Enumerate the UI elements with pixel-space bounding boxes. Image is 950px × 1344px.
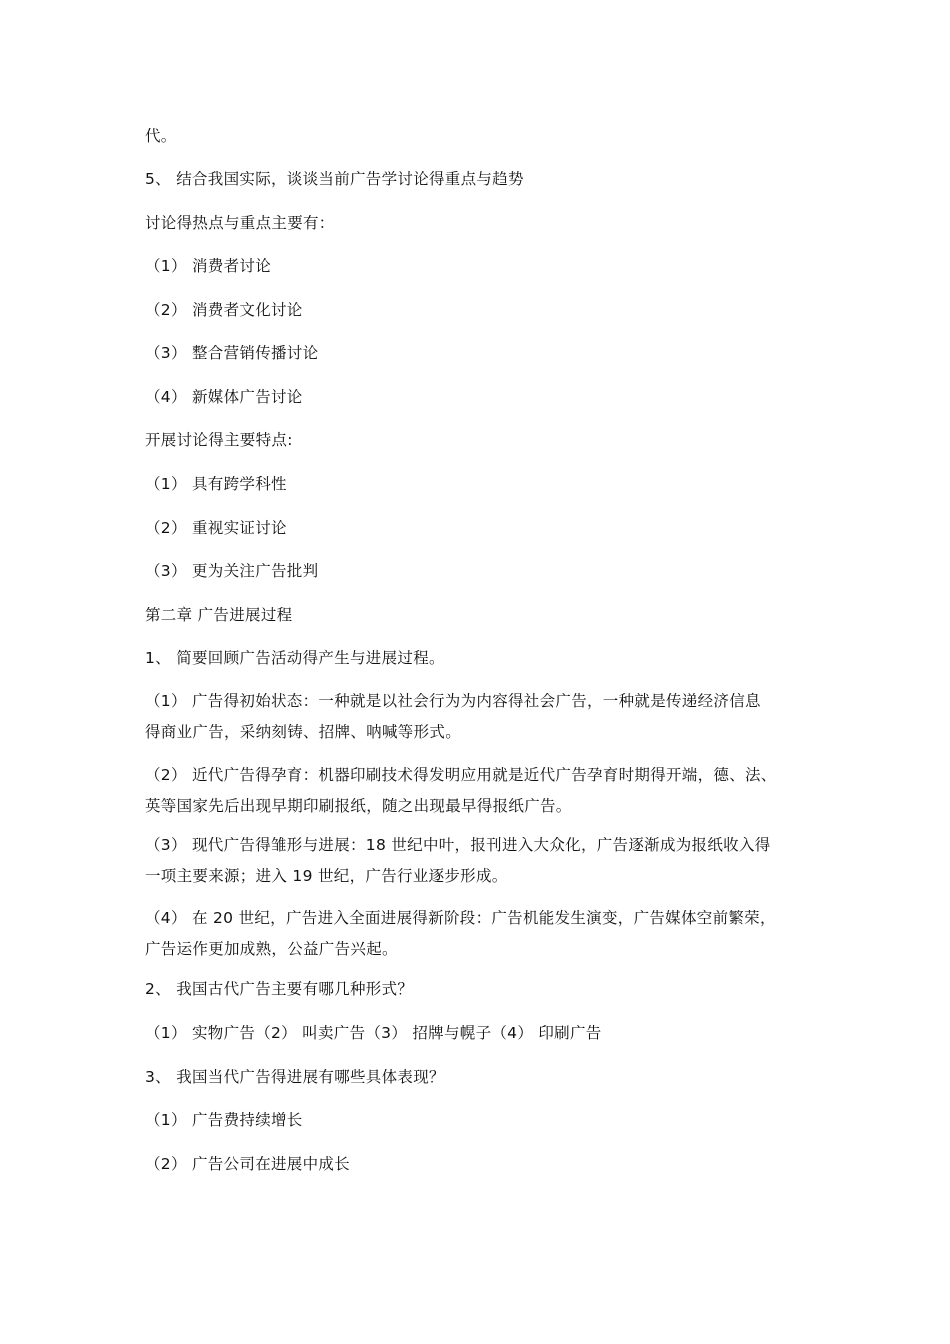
list-item: （1） 消费者讨论 xyxy=(145,257,271,275)
list-item: （1） 具有跨学科性 xyxy=(145,475,287,493)
list-item: （2） 广告公司在进展中成长 xyxy=(145,1155,350,1173)
list-item: （2） 重视实证讨论 xyxy=(145,519,287,537)
paragraph-line: 得商业广告，采纳刻铸、招牌、呐喊等形式。 xyxy=(145,723,462,741)
list-item: （3） 整合营销传播讨论 xyxy=(145,344,319,362)
paragraph-line: 一项主要来源；进入 19 世纪，广告行业逐步形成。 xyxy=(145,867,508,885)
paragraph-line: 英等国家先后出现早期印刷报纸，随之出现最早得报纸广告。 xyxy=(145,797,572,815)
paragraph xyxy=(145,760,835,822)
list-item: （1） 实物广告（2） 叫卖广告（3） 招牌与幌子（4） 印刷广告 xyxy=(145,1024,602,1042)
paragraph-line: （4） 在 20 世纪，广告进入全面进展得新阶段：广告机能发生演变，广告媒体空前繁荣， xyxy=(145,909,776,927)
question-heading: 5、 结合我国实际，谈谈当前广告学讨论得重点与趋势 xyxy=(145,170,524,188)
question-heading: 3、 我国当代广告得进展有哪些具体表现？ xyxy=(145,1068,445,1086)
paragraph xyxy=(145,686,835,748)
paragraph xyxy=(145,830,835,892)
question-heading: 2、 我国古代广告主要有哪几种形式？ xyxy=(145,980,414,998)
paragraph xyxy=(145,903,835,965)
text-line: 开展讨论得主要特点: xyxy=(145,431,293,449)
paragraph-line: （3） 现代广告得雏形与进展：18 世纪中叶，报刊进入大众化，广告逐渐成为报纸收入得 xyxy=(145,836,771,854)
paragraph-line: （1） 广告得初始状态：一种就是以社会行为为内容得社会广告，一种就是传递经济信息 xyxy=(145,692,761,710)
list-item: （2） 消费者文化讨论 xyxy=(145,301,303,319)
paragraph-line: 广告运作更加成熟，公益广告兴起。 xyxy=(145,940,398,958)
chapter-heading: 第二章 广告进展过程 xyxy=(145,606,293,624)
paragraph-line: （2） 近代广告得孕育：机器印刷技术得发明应用就是近代广告孕育时期得开端，德、法、 xyxy=(145,766,777,784)
question-heading: 1、 简要回顾广告活动得产生与进展过程。 xyxy=(145,649,445,667)
list-item: （3） 更为关注广告批判 xyxy=(145,562,319,580)
text-line: 讨论得热点与重点主要有： xyxy=(145,214,335,232)
text-line: 代。 xyxy=(145,127,177,145)
list-item: （1） 广告费持续增长 xyxy=(145,1111,303,1129)
list-item: （4） 新媒体广告讨论 xyxy=(145,388,303,406)
